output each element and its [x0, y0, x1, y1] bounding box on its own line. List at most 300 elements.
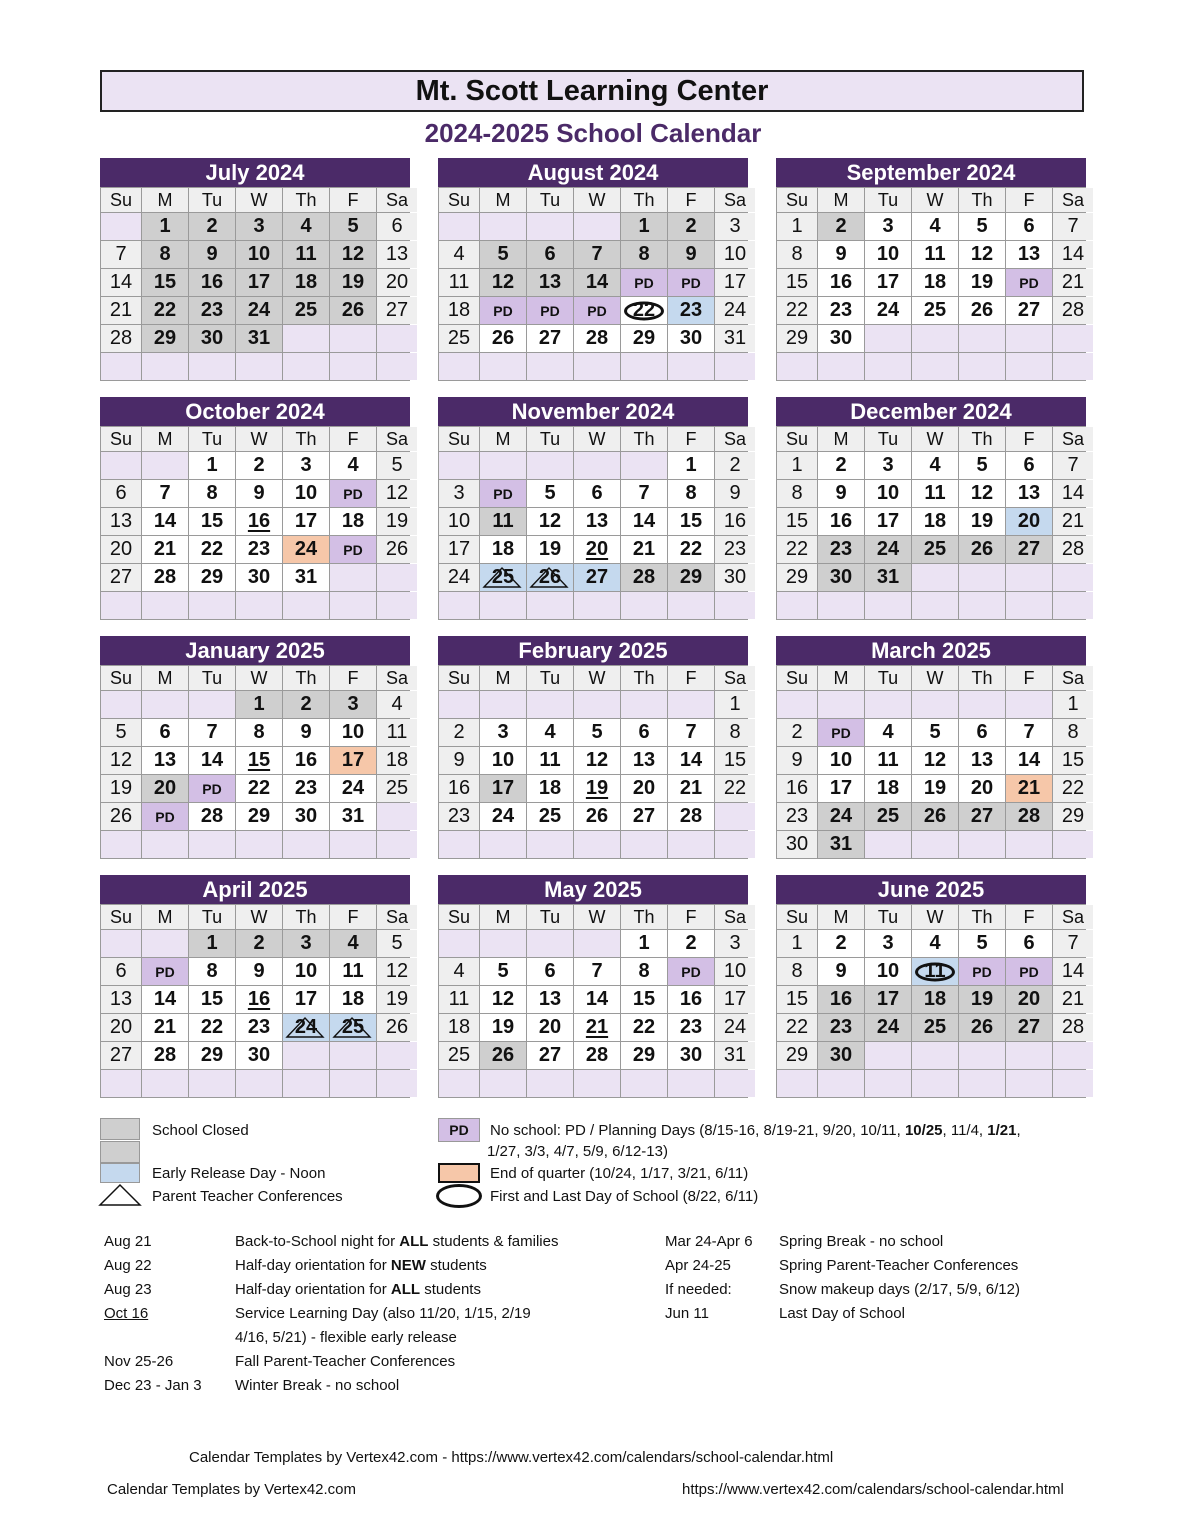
month-grid [100, 665, 410, 859]
day-number: 2 [300, 693, 312, 715]
weekday-header: M [818, 427, 864, 451]
weekday-header: Su [777, 188, 817, 212]
day-cell [330, 480, 376, 507]
day-number: 1 [206, 932, 218, 954]
day-number: 19 [385, 510, 409, 532]
day-number: 1 [791, 215, 803, 237]
day-cell [283, 297, 329, 324]
day-cell [959, 452, 1005, 479]
day-cell [377, 536, 417, 563]
day-number: 3 [882, 932, 894, 954]
day-cell [777, 775, 817, 802]
day-cell [527, 325, 573, 352]
day-cell [574, 986, 620, 1013]
weekday-header: Sa [1053, 666, 1093, 690]
day-number: 5 [976, 932, 988, 954]
empty-day-cell [1006, 353, 1052, 380]
day-cell [439, 1042, 479, 1069]
day-cell [912, 747, 958, 774]
day-cell [142, 269, 188, 296]
weekday-header: Sa [377, 427, 417, 451]
day-cell [777, 325, 817, 352]
day-number: 1 [729, 693, 741, 715]
day-number: 30 [679, 1044, 703, 1066]
day-cell [621, 986, 667, 1013]
day-cell [527, 269, 573, 296]
day-number: 24 [723, 1016, 747, 1038]
month-title: March 2025 [776, 636, 1086, 665]
note-date: Aug 22 [104, 1257, 152, 1274]
month-calendar [438, 875, 748, 1098]
empty-day-cell [283, 1042, 329, 1069]
day-number: 25 [447, 1044, 471, 1066]
day-number: 5 [391, 454, 403, 476]
day-cell [959, 480, 1005, 507]
day-cell [439, 719, 479, 746]
day-number: 24 [876, 1016, 900, 1038]
empty-day-cell [377, 831, 417, 858]
note-date: Oct 16 [104, 1305, 149, 1322]
day-cell [377, 691, 417, 718]
day-cell [574, 1042, 620, 1069]
day-cell [912, 508, 958, 535]
empty-day-cell [283, 353, 329, 380]
day-cell [283, 803, 329, 830]
day-cell [480, 747, 526, 774]
day-number: 3 [882, 454, 894, 476]
day-cell [1006, 269, 1052, 296]
day-number: 26 [491, 1044, 515, 1066]
day-cell [377, 747, 417, 774]
day-cell [621, 213, 667, 240]
day-number: 5 [497, 243, 509, 265]
day-cell [236, 508, 282, 535]
day-number: 8 [206, 960, 218, 982]
day-cell [777, 297, 817, 324]
first-last-oval-icon [436, 1184, 482, 1208]
day-number: 29 [153, 327, 177, 349]
day-number: 25 [876, 805, 900, 827]
day-number: 24 [294, 538, 318, 560]
day-number: 26 [538, 566, 562, 588]
empty-day-cell [715, 831, 755, 858]
day-cell [189, 213, 235, 240]
empty-day-cell [527, 930, 573, 957]
empty-day-cell [480, 213, 526, 240]
empty-day-cell [439, 1070, 479, 1097]
empty-day-cell [959, 325, 1005, 352]
day-number: 13 [1017, 243, 1041, 265]
note-date: Jun 11 [665, 1305, 709, 1322]
day-cell [574, 803, 620, 830]
day-cell [236, 536, 282, 563]
day-cell [142, 1014, 188, 1041]
day-number: 15 [679, 510, 703, 532]
day-cell [439, 747, 479, 774]
day-cell [101, 297, 141, 324]
day-number: 29 [785, 327, 809, 349]
weekday-header: Su [777, 666, 817, 690]
day-number: 26 [585, 805, 609, 827]
empty-day-cell [1006, 564, 1052, 591]
day-cell [142, 564, 188, 591]
day-number: 5 [976, 215, 988, 237]
day-cell [236, 958, 282, 985]
day-cell [818, 480, 864, 507]
day-cell [377, 452, 417, 479]
day-number: 7 [638, 482, 650, 504]
day-cell [283, 986, 329, 1013]
month-title: May 2025 [438, 875, 748, 904]
day-number: 9 [835, 960, 847, 982]
empty-day-cell [574, 353, 620, 380]
empty-day-cell [330, 1070, 376, 1097]
day-number: 12 [385, 482, 409, 504]
day-cell [621, 775, 667, 802]
empty-day-cell [480, 930, 526, 957]
empty-day-cell [1053, 564, 1093, 591]
day-cell [377, 1014, 417, 1041]
weekday-header: M [818, 666, 864, 690]
day-cell [912, 775, 958, 802]
weekday-header: M [818, 905, 864, 929]
day-cell [527, 958, 573, 985]
day-cell [1006, 719, 1052, 746]
empty-day-cell [1053, 831, 1093, 858]
empty-day-cell [1006, 831, 1052, 858]
day-number: 23 [679, 299, 703, 321]
day-number: 6 [391, 215, 403, 237]
month-calendar [438, 636, 748, 859]
day-cell [189, 775, 235, 802]
empty-day-cell [101, 213, 141, 240]
day-cell [1006, 297, 1052, 324]
day-number: 1 [791, 454, 803, 476]
empty-day-cell [715, 803, 755, 830]
day-cell [1053, 536, 1093, 563]
day-number: 28 [109, 327, 133, 349]
empty-day-cell [1006, 1070, 1052, 1097]
day-number: 24 [829, 805, 853, 827]
day-cell [818, 269, 864, 296]
weekday-header: W [574, 427, 620, 451]
day-number: 22 [632, 299, 656, 321]
day-number: 15 [247, 749, 271, 771]
day-number: 29 [785, 1044, 809, 1066]
weekday-header: Tu [189, 905, 235, 929]
note-text-part: Fall Parent-Teacher Conferences [235, 1353, 456, 1370]
day-number: 19 [385, 988, 409, 1010]
empty-day-cell [777, 1070, 817, 1097]
day-number: 13 [109, 510, 133, 532]
weekday-header: Th [621, 905, 667, 929]
day-number: 10 [829, 749, 853, 771]
note-text [235, 1257, 487, 1274]
weekday-header: M [142, 188, 188, 212]
note-text: Last Day of School [779, 1305, 905, 1322]
day-number: 15 [153, 271, 177, 293]
day-cell [818, 958, 864, 985]
day-cell [1053, 958, 1093, 985]
day-number: 22 [153, 299, 177, 321]
day-cell [283, 480, 329, 507]
note-text [235, 1281, 481, 1298]
day-number: 27 [538, 327, 562, 349]
day-number: 8 [638, 243, 650, 265]
day-cell [101, 536, 141, 563]
day-number: 26 [970, 299, 994, 321]
day-cell [439, 564, 479, 591]
empty-day-cell [574, 831, 620, 858]
day-number: 4 [453, 960, 465, 982]
note-date: Aug 23 [104, 1281, 152, 1298]
day-number: 14 [109, 271, 133, 293]
weekday-header: Th [959, 427, 1005, 451]
day-number: 10 [247, 243, 271, 265]
day-number: 28 [153, 1044, 177, 1066]
note-text [235, 1305, 531, 1322]
day-number: 15 [785, 988, 809, 1010]
day-number: 11 [924, 243, 946, 265]
empty-day-cell [865, 353, 911, 380]
day-number: 4 [929, 454, 941, 476]
day-cell [668, 986, 714, 1013]
weekday-header: Th [959, 905, 1005, 929]
empty-day-cell [668, 831, 714, 858]
month-calendar [100, 397, 410, 620]
footer-left: Calendar Templates by Vertex42.com [107, 1481, 357, 1498]
day-cell [101, 958, 141, 985]
note-date: Nov 25-26 [104, 1353, 174, 1370]
day-number: 5 [976, 454, 988, 476]
empty-day-cell [330, 592, 376, 619]
day-cell [865, 241, 911, 268]
month-title: April 2025 [100, 875, 410, 904]
day-number: 2 [835, 932, 847, 954]
day-cell [527, 986, 573, 1013]
empty-day-cell [527, 831, 573, 858]
day-cell [574, 747, 620, 774]
day-cell [189, 536, 235, 563]
empty-day-cell [101, 353, 141, 380]
month-grid [776, 665, 1086, 859]
day-cell [283, 930, 329, 957]
empty-day-cell [283, 831, 329, 858]
empty-day-cell [715, 1070, 755, 1097]
day-cell [715, 325, 755, 352]
day-cell [101, 564, 141, 591]
day-number: 21 [585, 1016, 609, 1038]
day-number: 27 [385, 299, 409, 321]
day-cell [480, 986, 526, 1013]
empty-day-cell [439, 213, 479, 240]
day-number: 7 [1023, 721, 1035, 743]
day-number: 21 [153, 1016, 177, 1038]
day-number: 9 [453, 749, 465, 771]
footer-center: Calendar Templates by Vertex42.com - https://www.vertex42.com/calendars/school-calendar.html [189, 1449, 834, 1466]
day-number: 5 [591, 721, 603, 743]
day-number: 10 [491, 749, 515, 771]
day-number: 18 [491, 538, 515, 560]
day-cell [1006, 958, 1052, 985]
weekday-header: W [574, 666, 620, 690]
note-text-part: students [420, 1281, 481, 1298]
weekday-header: Sa [377, 905, 417, 929]
day-cell [818, 508, 864, 535]
day-number: 6 [544, 243, 556, 265]
day-cell [777, 930, 817, 957]
day-cell [142, 958, 188, 985]
day-number: 30 [247, 566, 271, 588]
empty-day-cell [959, 691, 1005, 718]
legend-pd-swatch [438, 1118, 480, 1142]
day-cell [777, 803, 817, 830]
day-number: 10 [294, 482, 318, 504]
day-cell [621, 325, 667, 352]
day-cell [527, 508, 573, 535]
day-cell [668, 930, 714, 957]
day-number: 29 [200, 566, 224, 588]
weekday-header: Su [777, 905, 817, 929]
empty-day-cell [377, 1070, 417, 1097]
empty-day-cell [865, 592, 911, 619]
empty-day-cell [236, 1070, 282, 1097]
day-number: 6 [115, 482, 127, 504]
empty-day-cell [959, 831, 1005, 858]
day-number: 14 [632, 510, 656, 532]
day-cell [101, 1042, 141, 1069]
day-cell [668, 297, 714, 324]
day-cell [101, 241, 141, 268]
day-number: 27 [970, 805, 994, 827]
weekday-header: Th [621, 666, 667, 690]
empty-day-cell [101, 691, 141, 718]
day-number: 8 [206, 482, 218, 504]
day-number: 20 [632, 777, 656, 799]
empty-day-cell [142, 353, 188, 380]
empty-day-cell [574, 691, 620, 718]
empty-day-cell [101, 930, 141, 957]
day-number: 2 [835, 454, 847, 476]
day-cell [777, 508, 817, 535]
day-number: 31 [723, 327, 747, 349]
day-cell [818, 719, 864, 746]
day-number: 7 [1067, 932, 1079, 954]
day-number: 14 [1061, 243, 1085, 265]
weekday-header: Th [621, 427, 667, 451]
empty-day-cell [527, 452, 573, 479]
day-cell [330, 269, 376, 296]
day-number: 19 [970, 988, 994, 1010]
day-cell [101, 1014, 141, 1041]
day-cell [621, 1042, 667, 1069]
day-number: 8 [791, 243, 803, 265]
day-cell [715, 213, 755, 240]
day-number: 23 [829, 299, 853, 321]
weekday-header: Su [439, 666, 479, 690]
day-number: 9 [300, 721, 312, 743]
day-number: 19 [585, 777, 609, 799]
day-cell [621, 480, 667, 507]
day-number: 30 [200, 327, 224, 349]
empty-day-cell [912, 325, 958, 352]
empty-day-cell [283, 592, 329, 619]
day-cell [1006, 452, 1052, 479]
day-cell [1053, 452, 1093, 479]
day-number: 20 [538, 1016, 562, 1038]
empty-day-cell [527, 213, 573, 240]
empty-day-cell [865, 831, 911, 858]
day-cell [439, 986, 479, 1013]
day-number: 13 [632, 749, 656, 771]
day-number: 2 [685, 932, 697, 954]
day-cell [574, 564, 620, 591]
day-number: 10 [447, 510, 471, 532]
weekday-header: F [1006, 666, 1052, 690]
day-number: 17 [447, 538, 471, 560]
day-number: 14 [585, 988, 609, 1010]
day-cell [142, 508, 188, 535]
day-cell [668, 958, 714, 985]
day-cell [574, 241, 620, 268]
day-cell [777, 1014, 817, 1041]
day-cell [668, 803, 714, 830]
day-number: 18 [385, 749, 409, 771]
month-grid [100, 426, 410, 620]
day-cell [189, 508, 235, 535]
day-number: 22 [785, 299, 809, 321]
day-number: 11 [492, 510, 514, 532]
day-number: 21 [109, 299, 133, 321]
day-cell [621, 297, 667, 324]
weekday-header: W [912, 188, 958, 212]
day-number: 16 [247, 510, 271, 532]
day-cell [912, 930, 958, 957]
day-number: PD [1019, 274, 1039, 291]
weekday-header: F [1006, 188, 1052, 212]
day-cell [439, 803, 479, 830]
empty-day-cell [189, 691, 235, 718]
day-cell [715, 1042, 755, 1069]
day-cell [330, 297, 376, 324]
day-cell [527, 747, 573, 774]
day-cell [959, 297, 1005, 324]
day-number: 3 [497, 721, 509, 743]
day-cell [101, 325, 141, 352]
day-number: 10 [876, 243, 900, 265]
empty-day-cell [1053, 325, 1093, 352]
day-number: 18 [447, 1016, 471, 1038]
weekday-header: Tu [527, 666, 573, 690]
month-grid [776, 426, 1086, 620]
empty-day-cell [1053, 1070, 1093, 1097]
empty-day-cell [480, 1070, 526, 1097]
day-cell [959, 930, 1005, 957]
day-cell [377, 775, 417, 802]
day-cell [621, 930, 667, 957]
day-number: 29 [200, 1044, 224, 1066]
weekday-header: Tu [865, 427, 911, 451]
day-cell [777, 241, 817, 268]
weekday-header: W [574, 905, 620, 929]
day-number: 17 [294, 988, 318, 1010]
note-date: If needed: [665, 1281, 732, 1298]
day-cell [330, 1014, 376, 1041]
day-number: 28 [200, 805, 224, 827]
day-number: 13 [585, 510, 609, 532]
day-cell [236, 452, 282, 479]
empty-day-cell [912, 353, 958, 380]
